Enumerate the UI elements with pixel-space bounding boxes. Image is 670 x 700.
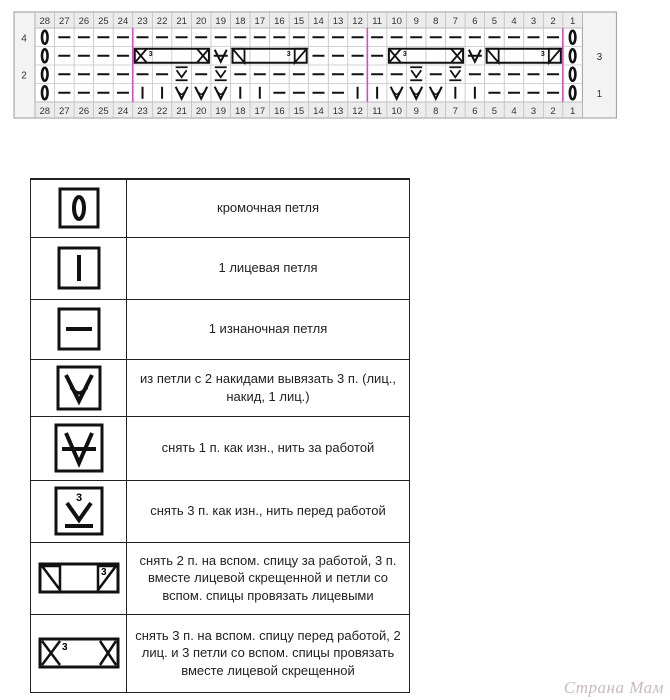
column-number: 20 [195, 16, 207, 27]
svg-text:3: 3 [61, 642, 68, 653]
column-number: 9 [413, 106, 419, 117]
column-number: 15 [293, 16, 305, 27]
column-number: 19 [215, 106, 227, 117]
column-number: 24 [117, 16, 129, 27]
knit-stitch-icon [57, 246, 101, 290]
column-number: 5 [491, 106, 498, 117]
column-number: 27 [59, 106, 70, 117]
legend-text: снять 3 п. на вспом. спицу перед работой, 2 лиц. и 3 петли со вспом. спицы провязать вместе лицевой скрещенной [127, 614, 410, 692]
edge-stitch-icon [58, 187, 100, 229]
column-number: 21 [176, 106, 187, 117]
legend-row [31, 614, 410, 692]
cable-count-label: 3 [148, 50, 153, 58]
column-number: 11 [372, 16, 383, 27]
column-number: 3 [530, 16, 537, 27]
column-number: 16 [274, 106, 285, 117]
column-number: 1 [569, 106, 576, 117]
cable-count-label: 3 [540, 50, 545, 58]
legend-row [31, 416, 410, 480]
column-number: 27 [59, 16, 70, 27]
column-number: 13 [332, 16, 344, 27]
column-number: 17 [254, 16, 266, 27]
legend-row [31, 299, 410, 359]
cable-count-label: 3 [286, 50, 291, 58]
column-number: 19 [215, 16, 227, 27]
purl-stitch-icon [57, 307, 101, 351]
column-number: 11 [372, 106, 383, 117]
column-number: 10 [391, 16, 402, 27]
row-number-right: 3 [596, 51, 603, 63]
slip-back-icon [54, 423, 104, 473]
column-number: 4 [511, 106, 517, 117]
column-number: 28 [39, 16, 51, 27]
row-number-right: 1 [596, 88, 603, 100]
column-number: 23 [137, 106, 148, 117]
legend-row [31, 359, 410, 416]
column-number: 20 [195, 106, 207, 117]
column-number: 9 [413, 16, 419, 27]
column-number: 1 [569, 16, 576, 27]
cable-front-icon [38, 635, 120, 671]
column-number: 22 [156, 16, 168, 27]
column-number: 21 [176, 16, 187, 27]
column-number: 16 [274, 16, 285, 27]
column-number: 14 [313, 106, 324, 117]
legend-text: снять 2 п. на вспом. спицу за работой, 3 п. вместе лицевой скрещенной и петли со вспом. спицы провязать лицевыми [127, 542, 410, 614]
column-number: 25 [98, 16, 109, 27]
column-number: 25 [98, 106, 109, 117]
column-number: 23 [137, 16, 148, 27]
legend-row [31, 542, 410, 614]
column-number: 8 [433, 106, 439, 117]
column-number: 8 [433, 16, 439, 27]
symbol-legend-table [30, 178, 410, 693]
column-number: 2 [550, 16, 556, 27]
column-number: 12 [352, 16, 363, 27]
column-number: 5 [491, 16, 498, 27]
knitting-chart [0, 0, 670, 130]
legend-row [31, 179, 410, 237]
legend-text: 1 лицевая петля [127, 237, 410, 299]
legend-row [31, 237, 410, 299]
row-number-left: 4 [21, 33, 27, 45]
column-number: 6 [472, 16, 478, 27]
legend-text: из петли с 2 накидами вывязать 3 п. (лиц., накид, 1 лиц.) [127, 359, 410, 416]
column-number: 10 [391, 106, 402, 117]
column-number: 24 [117, 106, 129, 117]
legend-row [31, 480, 410, 542]
column-number: 28 [39, 106, 51, 117]
cable-back-icon [38, 560, 120, 596]
column-number: 14 [313, 16, 324, 27]
column-number: 26 [78, 16, 90, 27]
legend-text: 1 изнаночная петля [127, 299, 410, 359]
cable-count-label: 3 [402, 50, 407, 58]
column-number: 6 [472, 106, 478, 117]
svg-text:3: 3 [100, 567, 107, 578]
column-number: 22 [156, 106, 168, 117]
column-number: 17 [254, 106, 266, 117]
column-number: 13 [332, 106, 344, 117]
column-number: 12 [352, 106, 363, 117]
column-number: 26 [78, 106, 90, 117]
legend-text: снять 3 п. как изн., нить перед работой [127, 480, 410, 542]
column-number: 18 [234, 106, 246, 117]
legend-text: снять 1 п. как изн., нить за работой [127, 416, 410, 480]
column-number: 4 [511, 16, 517, 27]
svg-text:3: 3 [75, 492, 82, 504]
legend-text: кромочная петля [127, 179, 410, 237]
column-number: 3 [530, 106, 537, 117]
row-number-left: 2 [21, 70, 27, 82]
triple-stitch-icon [56, 365, 102, 411]
column-number: 18 [234, 16, 246, 27]
column-number: 2 [550, 106, 556, 117]
slip-front-icon [54, 486, 104, 536]
column-number: 15 [293, 106, 305, 117]
column-number: 7 [452, 106, 458, 117]
watermark: Страна Мам [563, 678, 664, 697]
column-number: 7 [452, 16, 458, 27]
